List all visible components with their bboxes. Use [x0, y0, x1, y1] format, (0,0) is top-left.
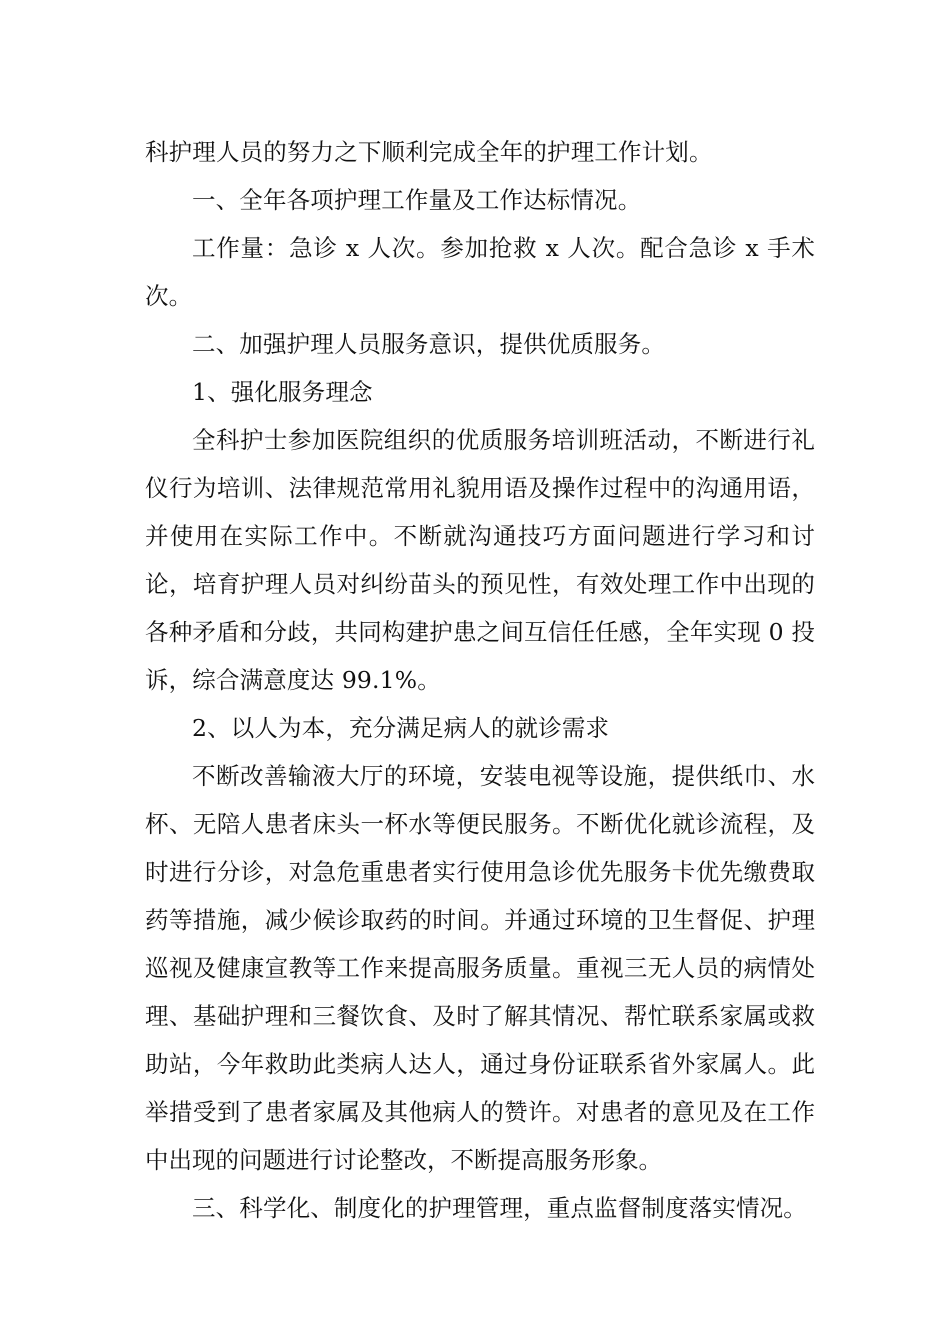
paragraph-patient-services: 不断改善输液大厅的环境，安装电视等设施，提供纸巾、水杯、无陪人患者床头一杯水等便民服务。不断优化就诊流程，及时进行分诊，对急危重患者实行使用急诊优先服务卡优先缴费取药等措施，减少候诊取药的时间。并通过环境的卫生督促、护理巡视及健康宣教等工作来提高服务质量。重视三无人员的病情处理、基础护理和三餐饮食、及时了解其情况、帮忙联系家属或救助站，今年救助此类病人达人，通过身份证联系省外家属人。此举措受到了患者家属及其他病人的赞许。对患者的意见及在工作中出现的问题进行讨论整改，不断提高服务形象。	[145, 762, 815, 1174]
subheading-patient-centered: 2、以人为本，充分满足病人的就诊需求	[192, 714, 610, 742]
paragraph-intro-continuation: 科护理人员的努力之下顺利完成全年的护理工作计划。	[145, 138, 713, 166]
section-heading-management: 三、科学化、制度化的护理管理，重点监督制度落实情况。	[192, 1194, 807, 1222]
document-body	[145, 128, 815, 1232]
section-heading-workload: 一、全年各项护理工作量及工作达标情况。	[192, 186, 642, 214]
section-heading-service-awareness: 二、加强护理人员服务意识，提供优质服务。	[192, 330, 665, 358]
subheading-service-concept: 1、强化服务理念	[192, 378, 373, 406]
paragraph-service-training: 全科护士参加医院组织的优质服务培训班活动，不断进行礼仪行为培训、法律规范常用礼貌用语及操作过程中的沟通用语，并使用在实际工作中。不断就沟通技巧方面问题进行学习和讨论，培育护理人员对纠纷苗头的预见性，有效处理工作中出现的各种矛盾和分歧，共同构建护患之间互信任任感，全年实现 0 投诉，综合满意度达 99.1%。	[145, 426, 815, 694]
paragraph-workload-stats: 工作量：急诊 x 人次。参加抢救 x 人次。配合急诊 x 手术次。	[145, 234, 815, 310]
